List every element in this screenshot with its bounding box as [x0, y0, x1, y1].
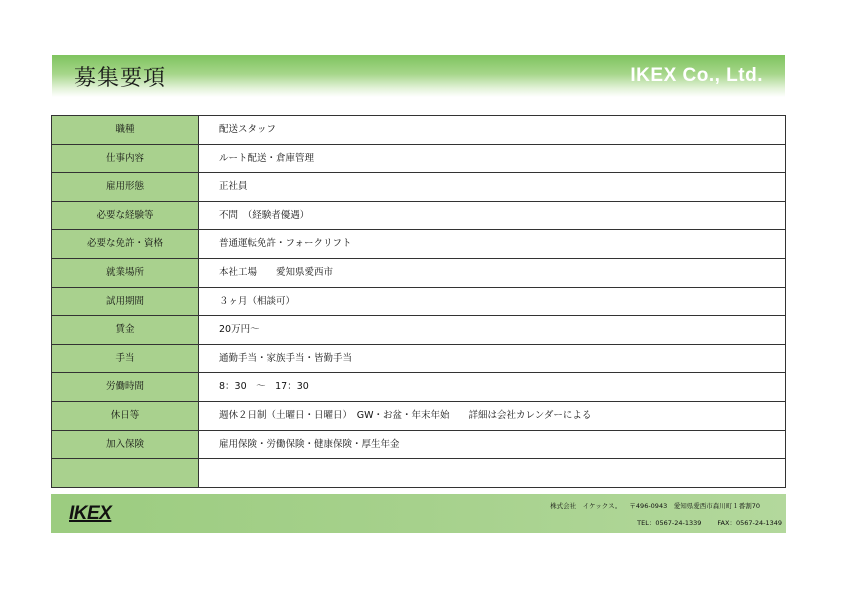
page-title: 募集要項: [74, 66, 167, 91]
table-row: [52, 116, 786, 145]
row-value: 雇用保険・労働保険・健康保険・厚生年金: [199, 430, 786, 459]
row-label: 必要な経験等: [52, 201, 199, 230]
table-row: [52, 258, 786, 287]
table-row: [52, 230, 786, 259]
table-row: [52, 287, 786, 316]
footer-banner: [51, 494, 786, 533]
row-label: 手当: [52, 344, 199, 373]
row-value: 通勤手当・家族手当・皆勤手当: [199, 344, 786, 373]
row-value: 8：30 ～ 17：30: [199, 373, 786, 402]
row-value: [199, 459, 786, 488]
table-row: [52, 144, 786, 173]
row-value: 不問 （経験者優遇）: [199, 201, 786, 230]
row-label: 労働時間: [52, 373, 199, 402]
header-banner: [52, 55, 785, 97]
row-label: 休日等: [52, 401, 199, 430]
table-row: [52, 401, 786, 430]
footer-tel: TEL：0567-24-1339: [637, 519, 702, 527]
row-label: 賃金: [52, 316, 199, 345]
table-row: [52, 173, 786, 202]
footer-contact-line: [637, 518, 782, 527]
company-name-heading: IKEX Co., Ltd.: [630, 65, 763, 86]
table-row: [52, 201, 786, 230]
row-label: 加入保険: [52, 430, 199, 459]
row-label: 仕事内容: [52, 144, 199, 173]
row-value: 週休２日制（土曜日・日曜日） GW・お盆・年末年始 詳細は会社カレンダーによる: [199, 401, 786, 430]
row-value: ３ヶ月（相談可）: [199, 287, 786, 316]
row-value: 正社員: [199, 173, 786, 202]
footer-address: 〒496-0943 愛知県愛西市森川町１番割70: [629, 502, 760, 510]
table-row: [52, 316, 786, 345]
row-value: 20万円～: [199, 316, 786, 345]
table-row: [52, 373, 786, 402]
company-logo: IKEX: [69, 503, 112, 524]
footer-fax: FAX：0567-24-1349: [717, 519, 782, 527]
row-label: 必要な免許・資格: [52, 230, 199, 259]
row-value: 普通運転免許・フォークリフト: [199, 230, 786, 259]
table-row: [52, 344, 786, 373]
table-row: [52, 459, 786, 488]
row-value: 配送スタッフ: [199, 116, 786, 145]
table-row: [52, 430, 786, 459]
footer-address-line: [550, 501, 760, 510]
row-label: [52, 459, 199, 488]
row-label: 就業場所: [52, 258, 199, 287]
row-label: 雇用形態: [52, 173, 199, 202]
row-label: 職種: [52, 116, 199, 145]
row-label: 試用期間: [52, 287, 199, 316]
row-value: 本社工場 愛知県愛西市: [199, 258, 786, 287]
row-value: ルート配送・倉庫管理: [199, 144, 786, 173]
job-info-table: [51, 115, 786, 488]
footer-company-name: 株式会社 イケックス。: [550, 502, 622, 510]
